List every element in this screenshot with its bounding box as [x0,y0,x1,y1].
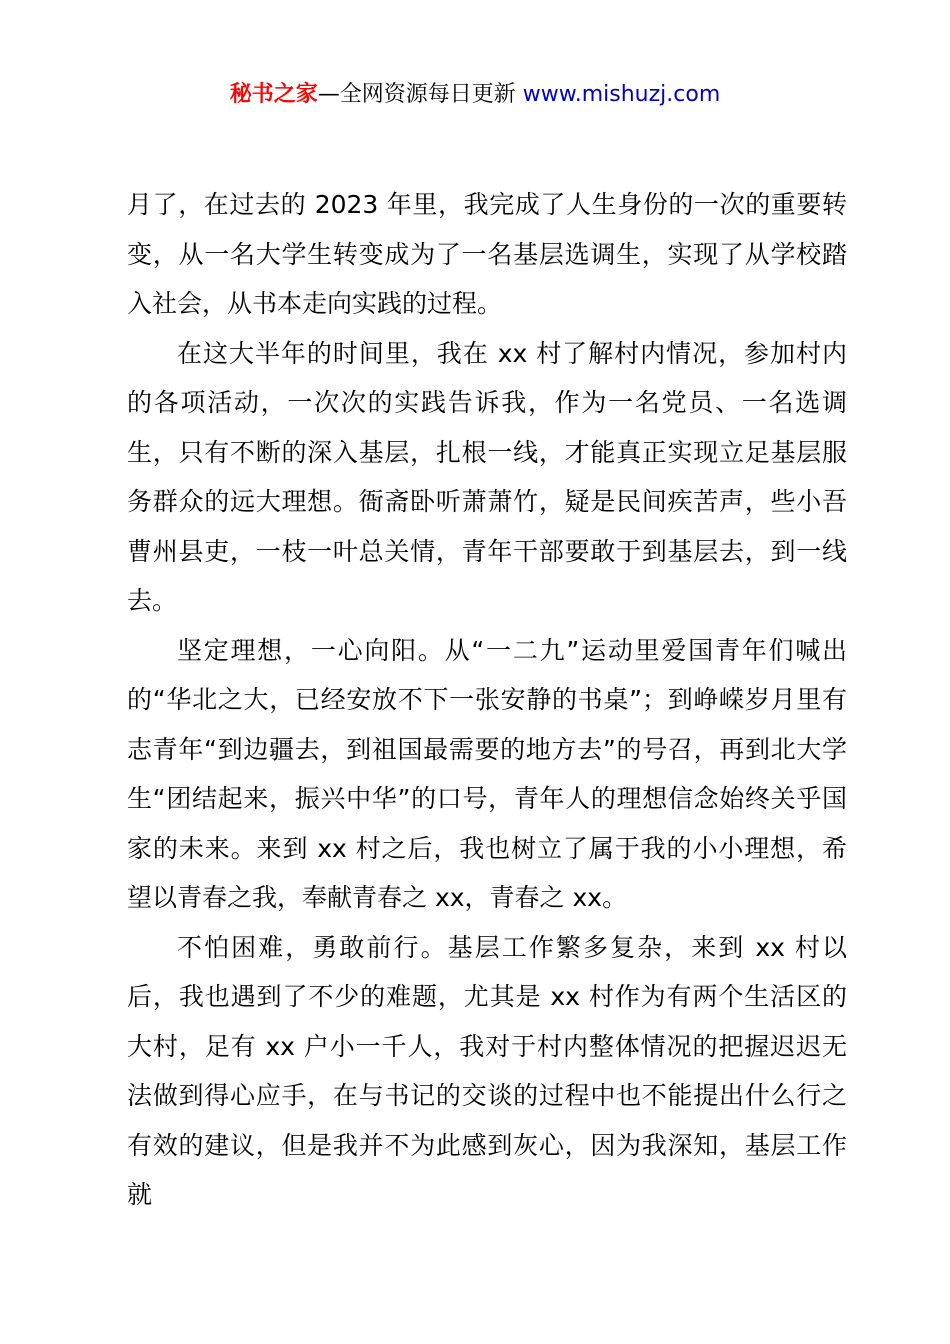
website-url[interactable]: www.mishuzj.com [522,82,721,107]
brand-name: 秘书之家 [229,82,318,107]
header-tagline: —全网资源每日更新 [317,82,523,107]
page-header [0,78,950,112]
paragraph: 不怕困难，勇敢前行。基层工作繁多复杂，来到 xx 村以后，我也遇到了不少的难题，尤其是 xx 村作为有两个生活区的大村，足有 xx 户小一千人，我对于村内整体情况的把握迟迟无法做到得心应手，在与书记的交谈的过程中也不能提出什么行之有效的建议，但是我并不为此感到灰心，因为我深知，基层工作就 [127,932,847,1209]
paragraph: 坚定理想，一心向阳。从“一二九”运动里爱国青年们喊出的“华北之大，已经安放不下一张安静的书桌”；到峥嵘岁月里有志青年“到边疆去，到祖国最需要的地方去”的号召，再到北大学生“团结起来，振兴中华”的口号，青年人的理想信念始终关乎国家的未来。来到 xx 村之后，我也树立了属于我的小小理想，希望以青春之我，奉献青春之 xx，青春之 xx。 [127,635,847,912]
paragraph: 在这大半年的时间里，我在 xx 村了解村内情况，参加村内的各项活动，一次次的实践告诉我，作为一名党员、一名选调生，只有不断的深入基层，扎根一线，才能真正实现立足基层服务群众的远大理想。衙斋卧听萧萧竹，疑是民间疾苦声，些小吾曹州县吏，一枝一叶总关情，青年干部要敢于到基层去，到一线去。 [127,338,847,615]
document-body [127,180,847,1220]
paragraph: 月了，在过去的 2023 年里，我完成了人生身份的一次的重要转变，从一名大学生转变成为了一名基层选调生，实现了从学校踏入社会，从书本走向实践的过程。 [127,190,847,318]
